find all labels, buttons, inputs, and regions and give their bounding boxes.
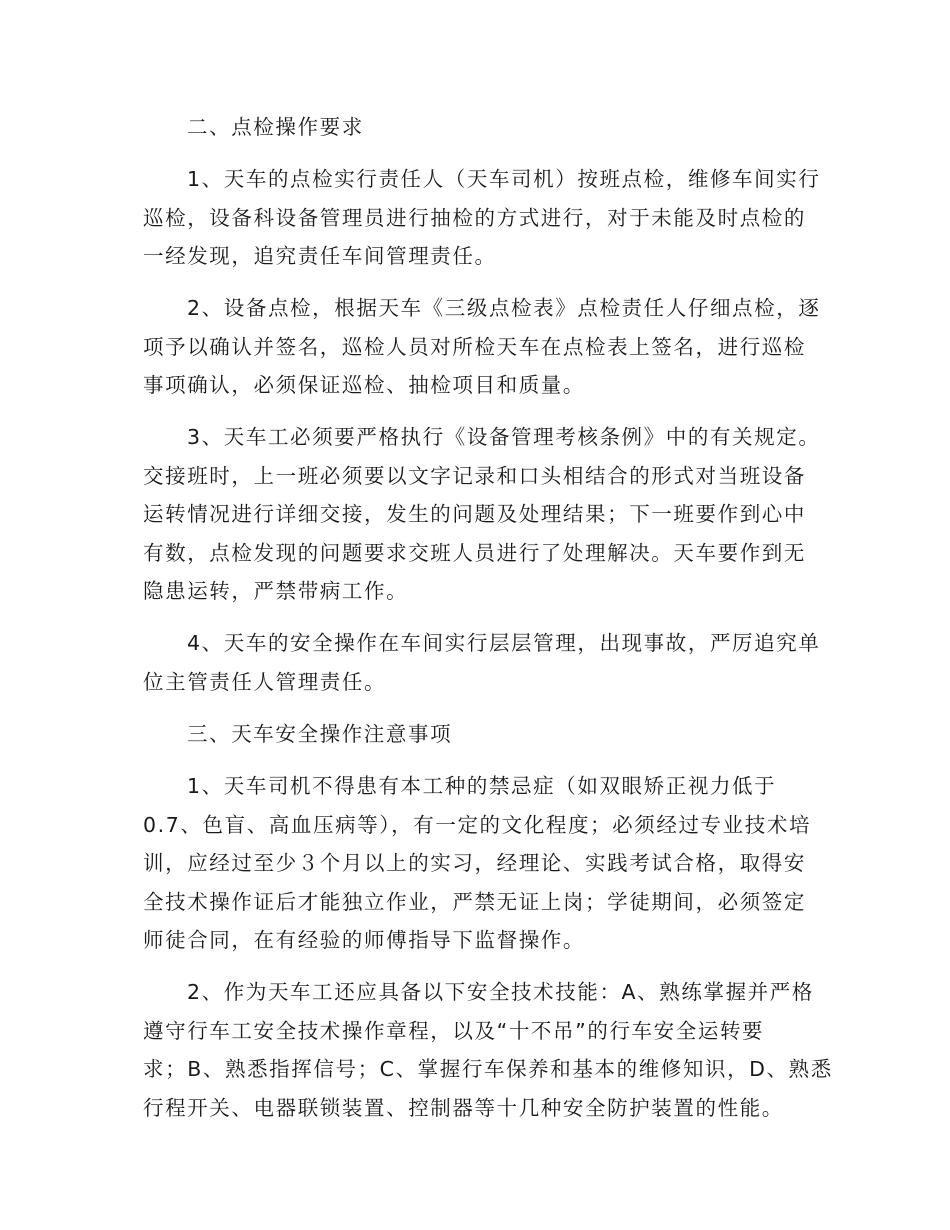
paragraph-line: 位主管责任人管理责任。 xyxy=(143,670,387,694)
paragraph-line: 一经发现，追究责任车间管理责任。 xyxy=(143,244,497,268)
section-heading-safety-notes: 三、天车安全操作注意事项 xyxy=(187,722,453,746)
paragraph-line: 项予以确认并签名，巡检人员对所检天车在点检表上签名，进行巡检 xyxy=(143,335,806,359)
paragraph-line: 全技术操作证后才能独立作业，严禁无证上岗；学徒期间，必须签定 xyxy=(143,890,806,914)
paragraph-line: 隐患运转，严禁带病工作。 xyxy=(143,579,409,603)
paragraph-line: 巡检，设备科设备管理员进行抽检的方式进行，对于未能及时点检的 xyxy=(143,206,806,230)
paragraph-line: 4、天车的安全操作在车间实行层层管理，出现事故，严厉追究单 xyxy=(187,631,821,655)
paragraph-line: 师徒合同，在有经验的师傅指导下监督操作。 xyxy=(143,928,585,952)
section-heading-inspection-requirements: 二、点检操作要求 xyxy=(187,115,364,139)
paragraph-line: 行程开关、电器联锁装置、控制器等十几种安全防护装置的性能。 xyxy=(143,1096,784,1120)
paragraph-line: 2、设备点检，根据天车《三级点检表》点检责任人仔细点检，逐 xyxy=(187,296,821,320)
paragraph-line: 2、作为天车工还应具备以下安全技术技能：A、熟练掌握并严格 xyxy=(187,980,814,1004)
paragraph-line: 求；B、熟悉指挥信号；C、掌握行车保养和基本的维修知识，D、熟悉 xyxy=(143,1057,833,1081)
paragraph-line: 1、天车司机不得患有本工种的禁忌症（如双眼矫正视力低于 xyxy=(187,774,777,798)
paragraph-line: 遵守行车工安全技术操作章程，以及“十不吊”的行车安全运转要 xyxy=(143,1019,765,1043)
paragraph-line: 训，应经过至少３个月以上的实习，经理论、实践考试合格，取得安 xyxy=(143,851,806,875)
paragraph-line: 交接班时，上一班必须要以文字记录和口头相结合的形式对当班设备 xyxy=(143,464,806,488)
paragraph-line: 1、天车的点检实行责任人（天车司机）按班点检，维修车间实行 xyxy=(187,167,821,191)
paragraph-line: 有数，点检发现的问题要求交班人员进行了处理解决。天车要作到无 xyxy=(143,541,806,565)
paragraph-line: 运转情况进行详细交接，发生的问题及处理结果；下一班要作到心中 xyxy=(143,502,806,526)
paragraph-line: 事项确认，必须保证巡检、抽检项目和质量。 xyxy=(143,373,585,397)
paragraph-line: 3、天车工必须要严格执行《设备管理考核条例》中的有关规定。 xyxy=(187,425,821,449)
paragraph-line: 0.7、色盲、高血压病等），有一定的文化程度；必须经过专业技术培 xyxy=(143,813,812,837)
